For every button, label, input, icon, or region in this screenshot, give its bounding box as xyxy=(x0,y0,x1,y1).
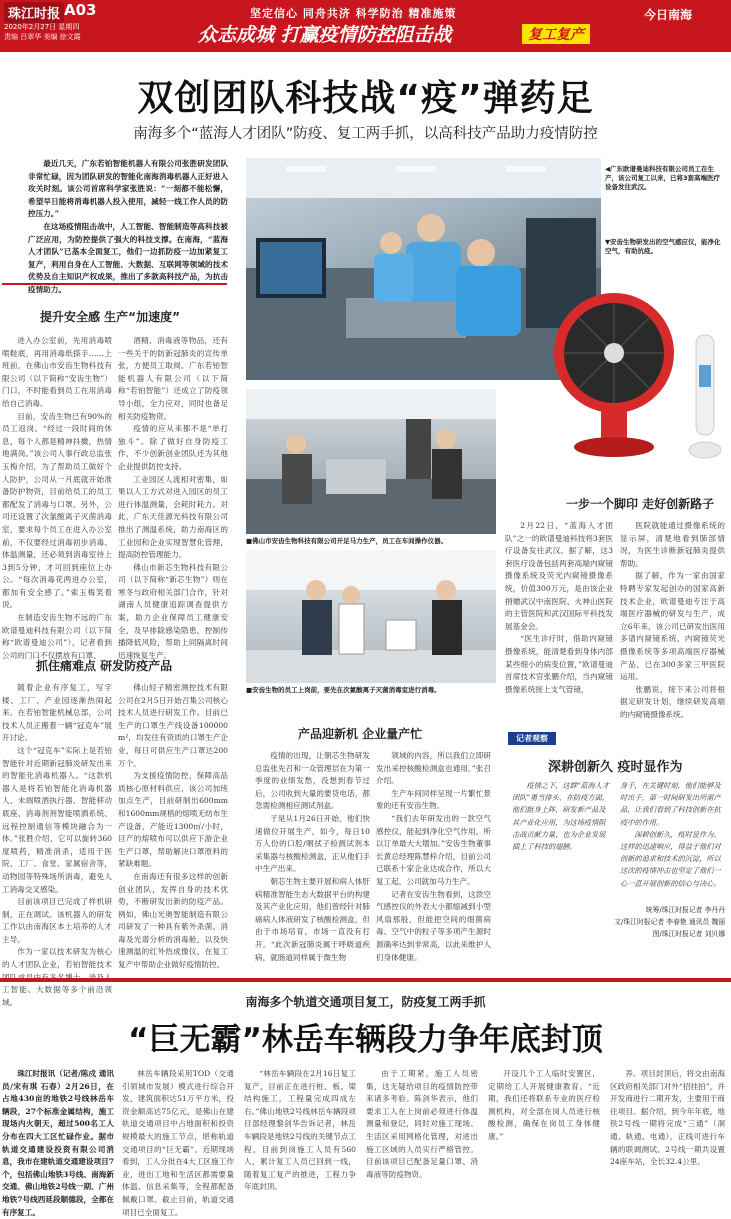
air-purifier-photo xyxy=(546,285,681,465)
section-heading-3: 一步一个脚印 走好创新路子 xyxy=(566,497,715,511)
credits xyxy=(505,904,725,940)
article-divider xyxy=(0,978,731,982)
paragraph: 林岳车辆段采用TOD（交通引领城市发展）模式进行综合开发，建筑面积达51万平方米，投资金额高达75亿元，是佛山在建轨道交通项目中占地面积和投资规模最大的施工节点，堪称轨道交通项目的“巨无霸”。近期现场看到，工人分批在4大工区施工作业，进出工地和生活区都需要量体温、信息采集等，全程都配备佩戴口罩。截止目前，轨道交通项目已全面复工。 xyxy=(122,1069,234,1217)
sec3-col2 xyxy=(620,520,725,719)
sensor-device-photo xyxy=(688,335,722,465)
a2-col3 xyxy=(244,1068,356,1198)
paragraph: 为支援疫情防控，保障高品质核心原材料供应，该公司加班加点生产，目前研制出600mm和1600mm规格的熔喷无纺布生产设备，产能近1300㎡/小时，目产的熔喷布可以供应下游企业生产口罩，帮助解决口罩原料的紧缺难题。 xyxy=(118,771,228,869)
paragraph: 张鹏说，接下来公司将根据定研发计划，继续研发高端的内窥镜摄像系统。 xyxy=(620,684,725,719)
a2-col2 xyxy=(122,1068,234,1217)
paragraph: 据了解，作为一家由国家特聘专家发起创办的国家高新技术企业，欧谱曼迪专注于高端医疗器械的研发与生产，成立6年来，该公司已研发出医用多谱内窥镜系统、内窥镜荧光摄像系统等多项高端医疗器械产品，已在300多家三甲医院运用。 xyxy=(620,571,725,682)
column-tag: 记者观察 xyxy=(508,732,556,745)
a2-col5 xyxy=(488,1068,600,1198)
photo1-caption: ◀广东欧谱曼迪科技有限公司员工在生产，该公司复工以来，已将3套高端医疗设备发往武汉。 xyxy=(605,165,721,191)
paragraph: 疫情之下，这群“蓝海人才团队”勇当排头、在防疫方面，他们挺身上阵，研发新产品及其产业化应用，为这场疫情阻击战贡献力量，也为企业发展插上了科技的翅膀。 xyxy=(512,781,610,852)
paragraph: 领域的内容，所以我们立即研发出采控核酸检测盒也通用。”张召介绍。 xyxy=(376,751,491,786)
a2-col6 xyxy=(610,1068,725,1198)
paragraph: 目前，安齿生物已有90%的员工返岗。“经过一段时间的休息，每个人都是精神抖擞，热情地满岗。”该公司人事行政总监张玉梅介绍，为了帮助员工做好个人防护，公司从一月底就开始准备防护物资，目前给员工的员工都配发了消毒与口罩。另外，公司还设置了次氯酸离子灭菌消毒室，要求每个员工在进入办公室前，不仅要经过消毒初步消毒、体温测量，还必须到消毒室待上3到5分钟，才可回到座位上办公。“每次消毒花两进办公室，都加有安全感了。”索玉梅笑着说。 xyxy=(2,411,112,610)
paragraph: 这个“冠克车”实际上是若铂智能针对近期新冠肺炎研发出来的智能化消毒机器人。“这款机器人是将若铂智能化消毒机器人、未端喷酒执行器、智能移动底座、消毒剂剂智能喷洒系统、远程控制通信等模块融合为一体。”张胜介绍，它可以旋转360度喷药，精准消杀，适用于医院、工厂、食堂、家属宿舍等，动物园等特殊场所消毒，避免人工消毒交叉感染。 xyxy=(2,745,112,894)
sec1-col1 xyxy=(2,335,112,660)
credit-line: 统筹/珠江时报记者 李丹丹 xyxy=(645,906,725,914)
sec2-col2 xyxy=(118,682,228,970)
photo2-caption: ▼安齿生物研发出的空气感应仪，能净化空气，有助抗疫。 xyxy=(605,238,721,255)
banner-title: 众志成城 打赢疫情防控阻击战 xyxy=(198,24,452,46)
paragraph: 疫情的应从来都不是“单打独斗”。除了做好自身防疫工作，不少创新创业团队还为其他企业提供防控支持。 xyxy=(118,424,228,471)
paragraph: 工业园区人流相对密集，如果以人工方式对进入园区的员工进行体温测量，会耗时耗力。对此，广东天佳源光科技有限公司推出了测温系统，助力南海区的工业园和企业实现智慧化管理，提高防控管理能力。 xyxy=(118,474,228,560)
column-title: 深耕创新久 疫时显作为 xyxy=(548,760,683,775)
paragraph: 2月22日，“蓝海人才团队”之一的欧谱曼迪科技将3套医疗设备发往武汉。据了解，这3套医疗设备包括两套高端内窥镜摄像系统及荧光内窥镜摄像系统，价值300万元，是由该企业捐赠武汉中南医院、火神山医院的主管医院和武汉国际平科技发展基金会。 xyxy=(505,521,613,631)
paragraph: 佛山轻子精密测控技术有限公司在2月5日开始召集公司核心技术人员进行研发工作。目前已生产的口罩生产线设备100000 m²，均发往有资质的口罩生产企业，每日可供应生产口罩达200万个。 xyxy=(118,683,228,768)
paragraph: 医院就能通过摄像系统的显示屏，清楚地看到肺部情况，为医生诊断新冠肺炎提供帮助。 xyxy=(620,521,725,568)
factory-photo xyxy=(246,389,496,534)
newspaper-logo: 珠江时报 xyxy=(4,2,64,23)
paragraph: 进入办公室前，先用消毒喷喷鞋底，再用消毒纸搽手……上班前，在佛山市安齿生物科技有限公司（以下简称“安齿生物”）门口，不时能看到员工在用消毒给自己消毒。 xyxy=(2,336,112,408)
paragraph: “林岳车辆段在2月16日复工复产，目前正在进行桩、板、梁结构施工，工程量完成四成左右。”佛山地铁2号线林岳车辆段项目部经理黎剑华告诉记者，林岳车辆段是地铁2号线的关键节点工程，目前到岗施工人员有560人，累计复工人员已回到一线，随着复工复产的推进，工程力争年底封顶。 xyxy=(244,1069,356,1192)
sec4-col2 xyxy=(376,750,491,968)
section-heading-1: 提升安全感 生产“加速度” xyxy=(40,310,180,324)
paragraph: 于是从1月26日开始，他们快速做位开展生产，如今，每日10万人份的口腔/咽拭子检测试剂本采集器与核酸检测盒，正从他们手中生产出来。 xyxy=(255,813,370,874)
sec2-col1 xyxy=(2,682,112,1007)
column-col1 xyxy=(512,780,612,898)
paragraph: 疫情的出现，让朝芯生物研发总监张先召和一众管理层在为第一季度的业绩发愁，没想到春节过后，公司收到大量的要货电话，都急需检测相应测试剂盒。 xyxy=(255,751,370,811)
paragraph: 开设几个工人临时安置区，定期给工人开展健康教育。“近期，我们还将联系专业的医疗检测机构，对全部在岗人员进行核酸检测，确保在岗员工身体健康。” xyxy=(488,1069,600,1141)
a2-col1 xyxy=(2,1068,114,1217)
masthead xyxy=(0,0,731,52)
page-number: A03 xyxy=(64,1,97,19)
section-heading-2: 抓住痛难点 研发防疫产品 xyxy=(36,659,173,673)
article2-headline: “巨无霸”林岳车辆段力争年底封顶 xyxy=(128,1022,603,1058)
disinfection-photo xyxy=(246,550,496,683)
banner-tag: 复工复产 xyxy=(522,24,590,44)
photo3-caption: ■佛山市安齿生物科技有限公司开足马力生产，员工在车间操作仪器。 xyxy=(246,537,448,545)
issue-date: 2020年2月27日 星期四 xyxy=(4,23,80,31)
intro-para: 在这场疫情阻击战中，人工智能、智能制造等高科技被广泛应用，为防控提供了强大的科技支撑。在南海，“蓝海人才团队”已基本全面复工，他们一边抓防疫一边加紧复工复产，利用自身在人工智能、大数据、互联网等领域的技术优势及自主知识产权成果，推出了多款高科技产品，为抗击疫情助力。 xyxy=(28,221,228,294)
main-subhead: 南海多个“蓝海人才团队”防疫、复工两手抓，以高科技产品助力疫情防控 xyxy=(133,126,598,142)
paragraph: 由于工期紧，施工人员密集，这无疑给项目的疫情防控带来诸多考验。陈剑华表示，他们要求工人在上岗前必须进行体温测量和登记，同时对施工现场、生活区采用网格化管理，对进出施工区域的人员实行严格管控。目前该项目已配备足量口罩、消毒液等防疫物资。 xyxy=(366,1069,478,1179)
sec1-col2 xyxy=(118,335,228,660)
a2-col4 xyxy=(366,1068,478,1198)
section-rule xyxy=(2,283,227,285)
sec3-col1 xyxy=(505,520,613,708)
paragraph: 在制造安齿生物不远的广东欧谱曼迪科技有限公司（以下简称“欧谱曼迪公司”），记者看到公司的门口不仅摆放有口罩、 xyxy=(2,613,112,660)
paragraph: 养。项目封顶后，将交由南海区政府相关部门对外“招挂拍”，并开发商进行二期开发，主要用于商住项目。据介绍，到今年年底，地铁2号线一期将完成“三通”（洞通、轨通、电通），正线可进行车辆的联调测试。2号线一期共设置24座车站，全长32.4公里。 xyxy=(610,1069,725,1167)
paragraph: 珠江时报讯（记者/陈戍 通讯员/宋有琪 石春）2月26日，在占地430亩的地铁2号线林岳车辆段，27个标准金属结构，施工现场内火朝天，超过500名工人分布在四大工区忙碌作业。据市轨道交通建设投资有限公司消息，我市在建轨道交通建设项目7个，包括佛山地铁3号线、南海新交通、佛山地铁2号线一期、广州地铁7号线西延段顺德段，全都在有序复工。 xyxy=(2,1069,114,1217)
intro-text xyxy=(28,158,228,294)
section-name: 今日南海 xyxy=(644,8,693,22)
paragraph: 佛山市新芯生物科技有限公司（以下简称“新芯生物”）则在寒冬与政府相关部门合作，针对湖南人员健康追踪调查提供方案，助力企业保障员工健康安全，及早排除感染隐患，控制传播降低风险，帮助上同隔离时间迅速恢复生产。 xyxy=(118,562,228,660)
intro-para: 最近几天，广东若铂智能机器人有限公司张胜研发团队非常忙碌，因为团队研发的智能化南海消毒机器人正好进入攻关时刻。该公司首席科学家张胜说：“一刻都不能松懈，希望早日能将消毒机器人投入使用，减轻一线工作人员的防控压力。” xyxy=(28,159,228,219)
paragraph: 身手，在关键时刻，他们能够及时出手，第一时间研发出所需产品，让我们看到了科技创新在抗疫中的作用。 xyxy=(620,781,721,827)
paragraph: 目前该项目已完成了样机研制，正在调试。该机器人的研发工作以由南海区本土培养的人才主导。 xyxy=(2,897,112,944)
editors-line: 责编 吕翠华 美编 徐文霞 xyxy=(4,33,81,41)
paragraph: 深耕创新久，疫时显作为。这样的迅速响应，得益于他们对创新的追求和技术的沉淀，所以这次的疫情冲击也坚定了他们一心一意开展创新的信心与决心。 xyxy=(620,829,721,888)
paragraph: “医生诊疗时，借助内窥镜摄像系统，能清楚看到身体内部某些细小的病变位置，”欧谱曼迪首席技术官张鹏介绍，当内窥镜摄像系统接上支气管镜， xyxy=(505,634,613,694)
paragraph: 作为一家以技术研发为核心的人才团队企业，若铂智能技术 工智能、大数据等多个前沿领域。 xyxy=(2,947,112,1007)
paragraph: 酒精、消毒液等物品，还有一些关于的防新冠肺炎的宣传单张，方便员工取阅。广东若铂智能机器人有限公司（以下简称“若铂智能”）还成立了防疫领导小组，全力应对，同时也备足相关防疫物资。 xyxy=(118,336,228,421)
article2-subhead: 南海多个轨道交通项目复工，防疫复工两手抓 xyxy=(245,995,486,1009)
paragraph: “我们去年研发出的一款空气感控仪，能起到净化空气作用，所以订单最大大增加。”安齿生物董事长黄总经理陈慧梓介绍，目前公司已联系十家企业达成合作，所以大复工起，公司就加马力生产。 xyxy=(376,813,491,886)
paragraph: 在南海还有很多这样的创新创业团队，发挥自身的技术优势，不断研发出新的防疫产品。例如，佛山光奥智能制造有限公司研发了一种具有紫外杀菌、消毒及光谱分析的消毒舱，以及快速测温的红外热成像仪，在复工复产中帮助企业做好疫情防控。 xyxy=(118,871,228,970)
photo4-caption: ■安齿生物的员工上岗前，要先在次氯酸离子灭菌消毒室进行消毒。 xyxy=(246,686,441,694)
column-col2 xyxy=(620,780,723,898)
paragraph: 随着企业有序复工，写字楼、工厂、产业园逐渐热闹起来。在若铂智能机械总部，公司技术人员正搬着一辆“冠克车”展开讨论。 xyxy=(2,683,112,743)
slogan: 坚定信心 同舟共济 科学防治 精准施策 xyxy=(250,7,457,20)
credit-line: 文/珠江时报记者 李春艳 通讯员 魏丽 xyxy=(614,918,725,926)
credit-line: 图/珠江时报记者 刘贝娜 xyxy=(652,930,725,938)
paragraph: 朝芯生物主要开展和病人体肝病精准智能生态大数据平台的构建及其产业化应用，他们曾经针对肺癌病人体液研发了核酸检测盒，但由于市场培育，市场一直没有打开。“此次新冠肺炎属于呼吸道疾病，就肠道同样属于微生物 xyxy=(255,876,370,962)
section-heading-4: 产品迎新机 企业量产忙 xyxy=(298,727,423,741)
paragraph: 记者在安齿生物看到，这款空气感控仪的外表大小都缩减到小型风扇那般，但能把空间的细菌病毒、空气中的粒子等多项产生源时源确率达到非常高，以此来维护人们身体健康。 xyxy=(376,889,491,962)
paragraph: 生产车间同样呈现一片繁忙景象的还有安齿生物。 xyxy=(376,788,491,811)
sec4-col1 xyxy=(255,750,370,968)
main-headline: 双创团队科技战“疫”弹药足 xyxy=(137,78,594,119)
